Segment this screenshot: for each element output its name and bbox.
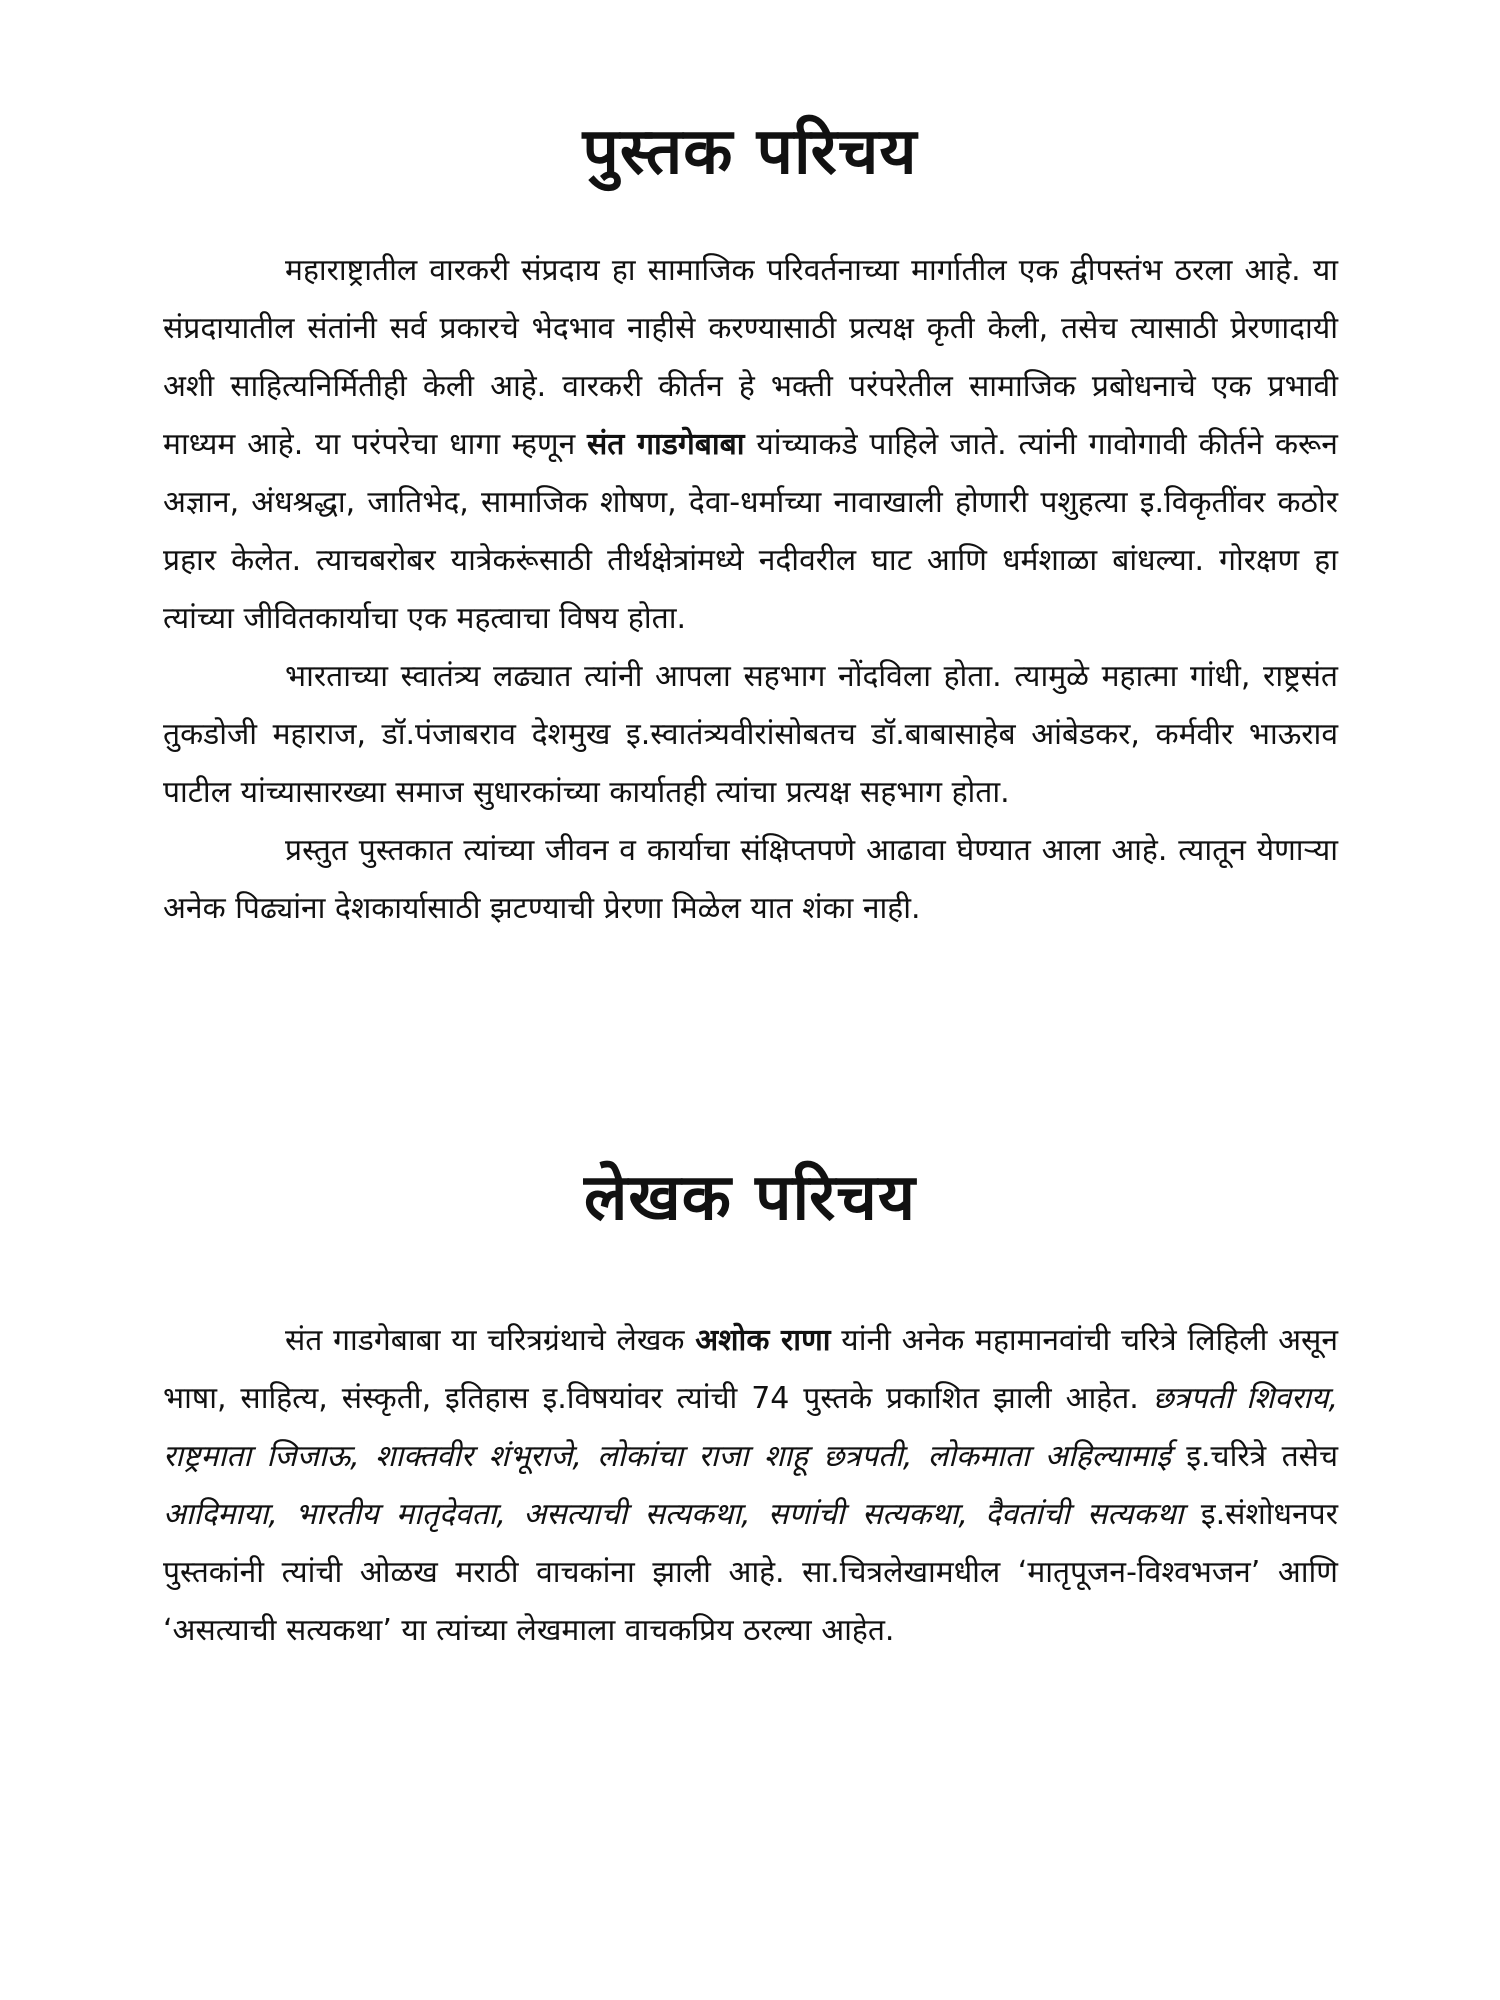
book-intro-body: [163, 242, 1338, 938]
author-intro-text-2: यांनी अनेक महामानवांची चरित्रे लिहिली असून भाषा, साहित्य, संस्कृती, इतिहास इ.विषयांवर त्यांची 74 पुस्तके प्रकाशित झाली आहेत.: [163, 1323, 1338, 1416]
book-intro-title: पुस्तक परिचय: [582, 115, 918, 189]
book-intro-paragraph-3: प्रस्तुत पुस्तकात त्यांच्या जीवन व कार्याचा संक्षिप्तपणे आढावा घेण्यात आला आहे. त्यातून येणाऱ्या अनेक पिढ्यांना देशकार्यासाठी झटण्याची प्रेरणा मिळेल यात शंका नाही.: [163, 833, 1338, 926]
author-intro-body: [163, 1312, 1338, 1660]
author-intro-paragraph: [163, 1312, 1338, 1660]
author-intro-text-4: इ.संशोधनपर पुस्तकांनी त्यांची ओळख मराठी वाचकांना झाली आहे. सा.चित्रलेखामधील ‘मातृपूजन-विश्वभजन’ आणि ‘असत्याची सत्यकथा’ या त्यांच्या लेखमाला वाचकप्रिय ठरल्या आहेत.: [163, 1497, 1338, 1648]
biography-titles: छत्रपती शिवराय, राष्ट्रमाता जिजाऊ, शाक्तवीर शंभूराजे, लोकांचा राजा शाहू छत्रपती, लोकमाता अहिल्यामाई: [163, 1381, 1338, 1474]
subject-name: संत गाडगेबाबा: [587, 427, 745, 462]
author-intro-title: लेखक परिचय: [583, 1161, 917, 1235]
book-intro-paragraph-2: भारताच्या स्वातंत्र्य लढ्यात त्यांनी आपला सहभाग नोंदविला होता. त्यामुळे महात्मा गांधी, राष्ट्रसंत तुकडोजी महाराज, डॉ.पंजाबराव देशमुख इ.स्वातंत्र्यवीरांसोबतच डॉ.बाबासाहेब आंबेडकर, कर्मवीर भाऊराव पाटील यांच्यासारख्या समाज सुधारकांच्या कार्यातही त्यांचा प्रत्यक्ष सहभाग होता.: [163, 659, 1338, 810]
author-intro-text-3: इ.चरित्रे तसेच: [1186, 1439, 1339, 1474]
book-intro-paragraph-1-rest: यांच्याकडे पाहिले जाते. त्यांनी गावोगावी कीर्तने करून अज्ञान, अंधश्रद्धा, जातिभेद, सामाजिक शोषण, देवा-धर्माच्या नावाखाली होणारी पशुहत्या इ.विकृतींवर कठोर प्रहार केलेत. त्याचबरोबर यात्रेकरूंसाठी तीर्थक्षेत्रांमध्ये नदीवरील घाट आणि धर्मशाळा बांधल्या. गोरक्षण हा त्यांच्या जीवितकार्याचा एक महत्वाचा विषय होता.: [163, 427, 1338, 636]
book-intro-paragraph-1-text: महाराष्ट्रातील वारकरी संप्रदाय हा सामाजिक परिवर्तनाच्या मार्गातील एक द्वीपस्तंभ ठरला आहे. या संप्रदायातील संतांनी सर्व प्रकारचे भेदभाव नाहीसे करण्यासाठी प्रत्यक्ष कृती केली, तसेच त्यासाठी प्रेरणादायी अशी साहित्यनिर्मितीही केली आहे. वारकरी कीर्तन हे भक्ती परंपरेतील सामाजिक प्रबोधनाचे एक प्रभावी माध्यम आहे. या परंपरेचा धागा म्हणून: [163, 253, 1338, 462]
research-titles: आदिमाया, भारतीय मातृदेवता, असत्याची सत्यकथा, सणांची सत्यकथा, दैवतांची सत्यकथा: [163, 1497, 1184, 1532]
author-intro-text-1: संत गाडगेबाबा या चरित्रग्रंथाचे लेखक: [285, 1323, 685, 1358]
book-intro-paragraph-1: [163, 242, 1338, 648]
author-name: अशोक राणा: [695, 1323, 831, 1358]
